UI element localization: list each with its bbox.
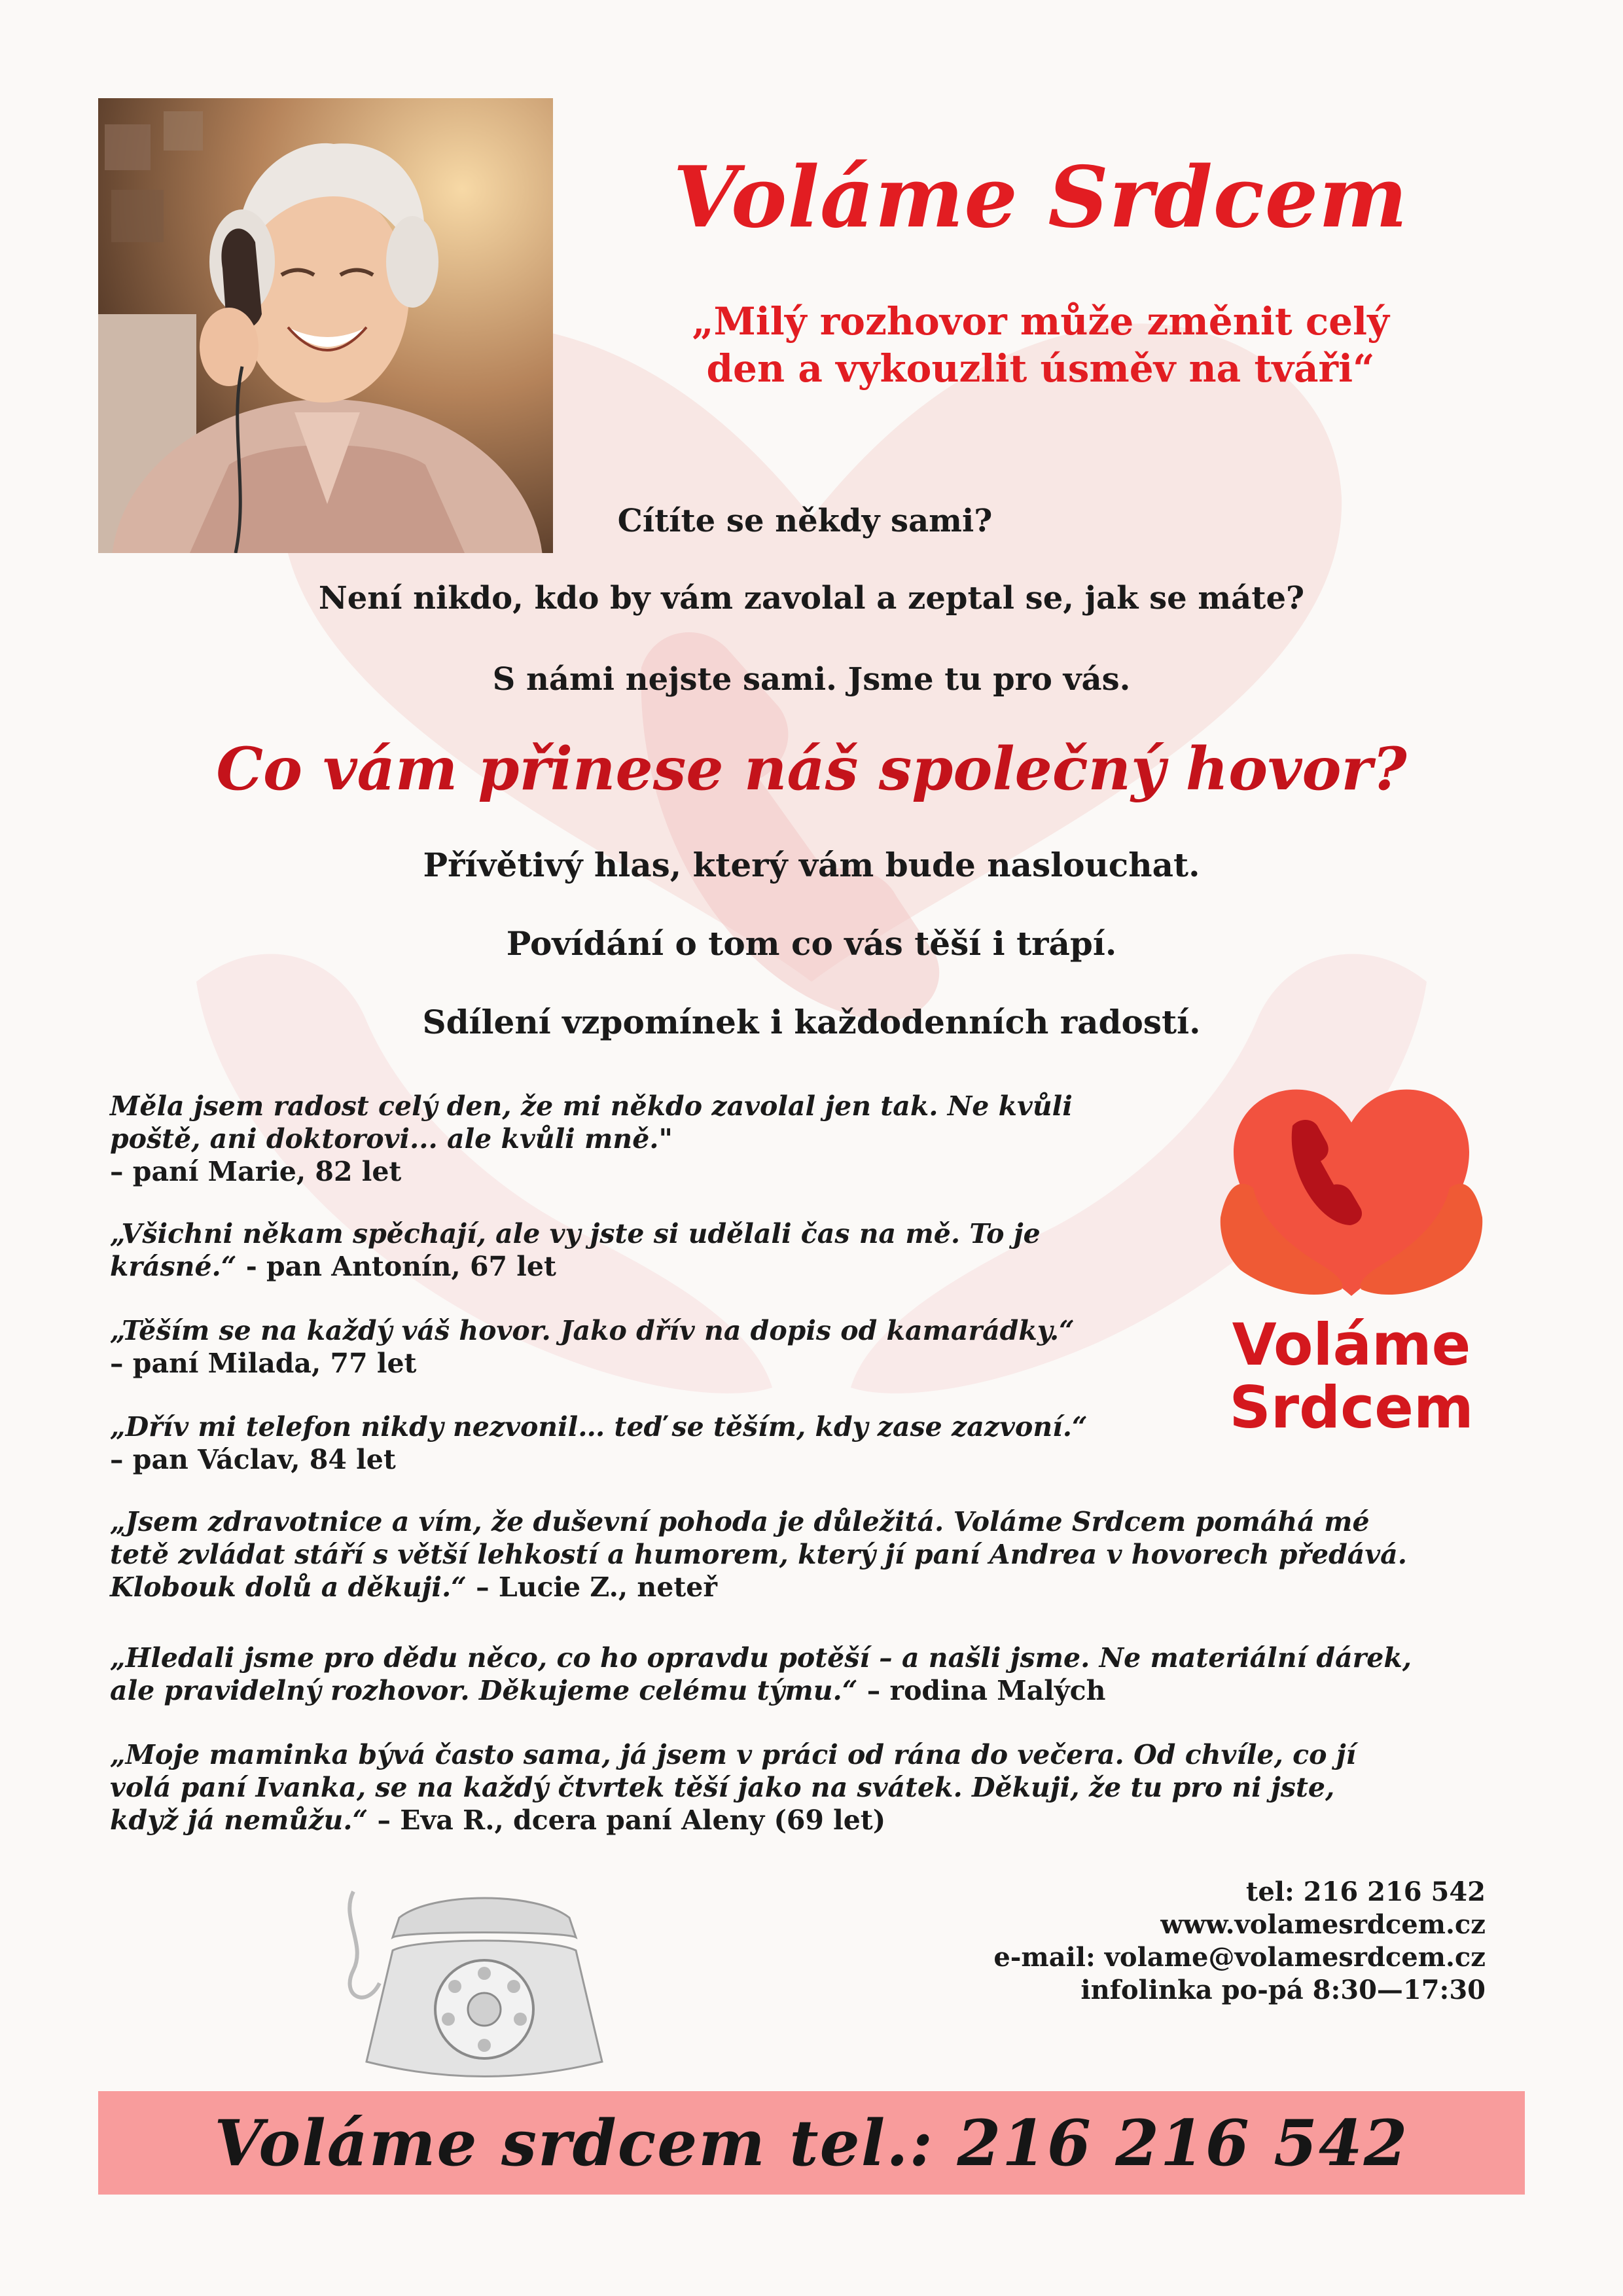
testimonial — [110, 1314, 1170, 1380]
benefit-item: Přívětivý hlas, který vám bude naslouchat. — [423, 846, 1200, 884]
testimonial-author: – pan Václav, 84 let — [110, 1444, 396, 1475]
testimonial-text: krásné.“ — [110, 1251, 237, 1282]
testimonial — [110, 1090, 1170, 1188]
testimonial — [110, 1738, 1510, 1837]
testimonial-author: – paní Marie, 82 let — [110, 1156, 402, 1187]
page-title: Voláme Srdcem — [673, 149, 1408, 247]
intro-question: Cítíte se někdy sami? — [617, 503, 993, 539]
heart-hands-icon — [1214, 1080, 1489, 1316]
brand-logo — [1214, 1080, 1489, 1446]
testimonial-text: Měla jsem radost celý den, že mi někdo zavolal jen tak. Ne kvůli — [110, 1090, 1073, 1122]
testimonial — [110, 1505, 1510, 1604]
benefit-item: Povídání o tom co vás těší i trápí. — [506, 924, 1117, 963]
benefit-item: Sdílení vzpomínek i každodenních radostí. — [422, 1003, 1201, 1041]
testimonial-text: „Moje maminka bývá často sama, já jsem v práci od rána do večera. Od chvíle, co jí — [110, 1739, 1357, 1770]
testimonial-text: „Hledali jsme pro dědu něco, co ho opravdu potěší – a našli jsme. Ne materiální dárek, — [110, 1642, 1412, 1674]
senior-woman-photo — [98, 98, 553, 553]
testimonial-text: ale pravidelný rozhovor. Děkujeme celému týmu.“ — [110, 1675, 858, 1706]
contact-website[interactable]: www.volamesrdcem.cz — [1160, 1909, 1486, 1940]
intro-statement: S námi nejste sami. Jsme tu pro vás. — [492, 661, 1131, 698]
testimonial-text: „Jsem zdravotnice a vím, že duševní pohoda je důležitá. Voláme Srdcem pomáhá mé — [110, 1506, 1370, 1537]
testimonial — [110, 1217, 1170, 1283]
testimonial — [110, 1641, 1510, 1707]
testimonial-text: poště, ani doktorovi... ale kvůli mně." — [110, 1123, 673, 1155]
intro-question: Není nikdo, kdo by vám zavolal a zeptal se, jak se máte? — [318, 580, 1305, 617]
subtitle-quote — [576, 298, 1505, 392]
testimonial-text: tetě zvládat stáří s větší lehkostí a humorem, který jí paní Andrea v hovorech předává. — [110, 1539, 1408, 1570]
testimonial-text: „Dřív mi telefon nikdy nezvonil… teď se těším, kdy zase zazvoní.“ — [110, 1411, 1088, 1443]
footer-banner — [98, 2091, 1525, 2195]
testimonial-author: – Lucie Z., neteř — [466, 1571, 717, 1603]
testimonial-author: – rodina Malých — [857, 1675, 1106, 1706]
testimonial-author: - pan Antonín, 67 let — [236, 1251, 556, 1282]
testimonial-author: – paní Milada, 77 let — [110, 1348, 417, 1379]
testimonial-text: Klobouk dolů a děkuji.“ — [110, 1571, 467, 1603]
testimonial-text: „Všichni někam spěchají, ale vy jste si udělali čas na mě. To je — [110, 1218, 1041, 1249]
contact-hours: infolinka po-pá 8:30—17:30 — [1080, 1975, 1486, 2005]
testimonial — [110, 1410, 1170, 1476]
rotary-phone-image — [327, 1865, 641, 2088]
testimonial-text: „Těším se na každý váš hovor. Jako dřív na dopis od kamarádky.“ — [110, 1315, 1075, 1346]
contact-phone[interactable]: tel: 216 216 542 — [1245, 1876, 1486, 1907]
subtitle-line: den a vykouzlit úsměv na tváři“ — [706, 346, 1375, 391]
benefits-heading: Co vám přinese náš společný hovor? — [216, 734, 1407, 804]
testimonial-text: když já nemůžu.“ — [110, 1804, 368, 1836]
logo-text: Voláme — [1232, 1311, 1471, 1378]
contact-email[interactable]: e-mail: volame@volamesrdcem.cz — [993, 1942, 1486, 1973]
contact-info — [993, 1876, 1486, 2007]
testimonial-author: – Eva R., dcera paní Aleny (69 let) — [368, 1804, 886, 1836]
banner-text: Voláme srdcem tel.: 216 216 542 — [214, 2106, 1409, 2180]
logo-text: Srdcem — [1229, 1374, 1474, 1441]
testimonial-text: volá paní Ivanka, se na každý čtvrtek těší jako na svátek. Děkuji, že tu pro ni jste, — [110, 1772, 1335, 1803]
subtitle-line: „Milý rozhovor může změnit celý — [692, 299, 1389, 344]
